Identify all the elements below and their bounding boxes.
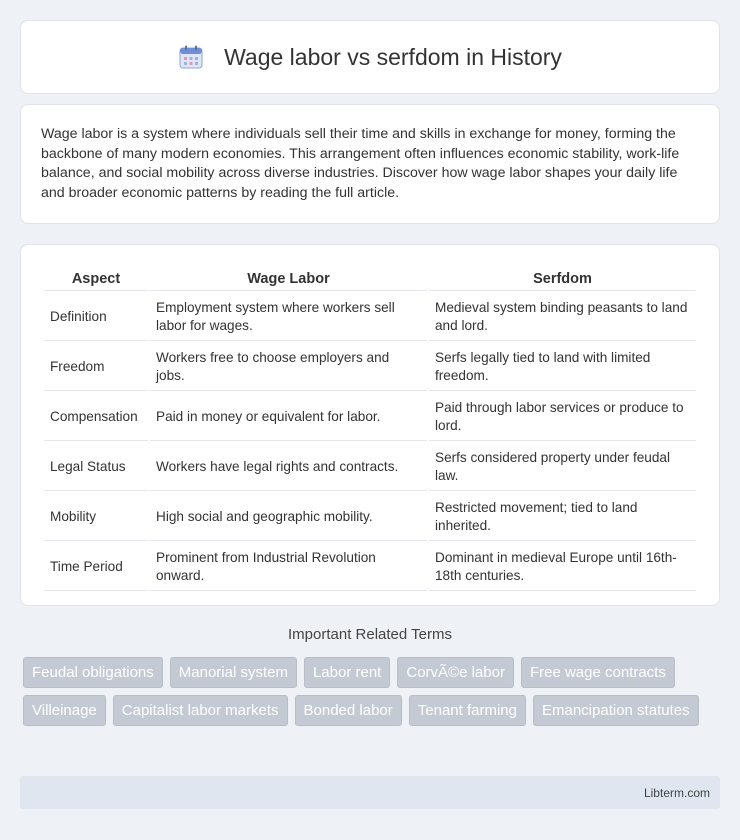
header-serfdom: Serfdom [429, 267, 696, 291]
related-terms-title: Important Related Terms [288, 626, 452, 643]
table-row [44, 493, 696, 541]
related-terms-tags [23, 657, 723, 733]
calendar-icon [178, 44, 204, 70]
table-row [44, 443, 696, 491]
header-aspect: Aspect [44, 267, 148, 291]
page-title: Wage labor vs serfdom in History [224, 43, 562, 70]
tag-free-wage-contracts[interactable]: Free wage contracts [521, 657, 675, 688]
table-row [44, 343, 696, 391]
tag-corvee-labor[interactable]: CorvÃ©e labor [397, 657, 514, 688]
footer [20, 776, 720, 809]
tag-capitalist-labor-markets[interactable]: Capitalist labor markets [113, 695, 288, 726]
cell-serfdom: Restricted movement; tied to land inherited. [429, 493, 696, 541]
cell-aspect: Freedom [44, 343, 148, 391]
comparison-table [42, 265, 698, 593]
cell-aspect: Time Period [44, 543, 148, 591]
tag-emancipation-statutes[interactable]: Emancipation statutes [533, 695, 699, 726]
cell-aspect: Mobility [44, 493, 148, 541]
table-row [44, 293, 696, 341]
cell-serfdom: Dominant in medieval Europe until 16th-18th centuries. [429, 543, 696, 591]
tag-labor-rent[interactable]: Labor rent [304, 657, 390, 688]
cell-serfdom: Serfs legally tied to land with limited freedom. [429, 343, 696, 391]
cell-wage-labor: Prominent from Industrial Revolution onward. [150, 543, 427, 591]
cell-wage-labor: High social and geographic mobility. [150, 493, 427, 541]
tag-tenant-farming[interactable]: Tenant farming [409, 695, 526, 726]
table-row [44, 543, 696, 591]
table-header-row [44, 267, 696, 291]
intro-card [20, 104, 720, 224]
cell-serfdom: Medieval system binding peasants to land and lord. [429, 293, 696, 341]
cell-aspect: Legal Status [44, 443, 148, 491]
intro-text: Wage labor is a system where individuals sell their time and skills in exchange for money, forming the backbone of many modern economies. This arrangement often influences economic stability, work-life balance, and social mobility across diverse industries. Discover how wage labor shapes your daily life and broader economic patterns by reading the full article. [41, 126, 680, 201]
cell-serfdom: Paid through labor services or produce to lord. [429, 393, 696, 441]
cell-aspect: Compensation [44, 393, 148, 441]
cell-wage-labor: Employment system where workers sell labor for wages. [150, 293, 427, 341]
comparison-table-card [20, 244, 720, 606]
header-wage-labor: Wage Labor [150, 267, 427, 291]
header-card [20, 20, 720, 94]
tag-bonded-labor[interactable]: Bonded labor [295, 695, 402, 726]
cell-serfdom: Serfs considered property under feudal law. [429, 443, 696, 491]
tag-villeinage[interactable]: Villeinage [23, 695, 106, 726]
footer-site-link[interactable]: Libterm.com [643, 786, 710, 800]
tag-feudal-obligations[interactable]: Feudal obligations [23, 657, 163, 688]
cell-wage-labor: Workers have legal rights and contracts. [150, 443, 427, 491]
cell-wage-labor: Workers free to choose employers and jobs. [150, 343, 427, 391]
table-row [44, 393, 696, 441]
cell-aspect: Definition [44, 293, 148, 341]
cell-wage-labor: Paid in money or equivalent for labor. [150, 393, 427, 441]
tag-manorial-system[interactable]: Manorial system [170, 657, 297, 688]
title-wrap [178, 44, 562, 71]
